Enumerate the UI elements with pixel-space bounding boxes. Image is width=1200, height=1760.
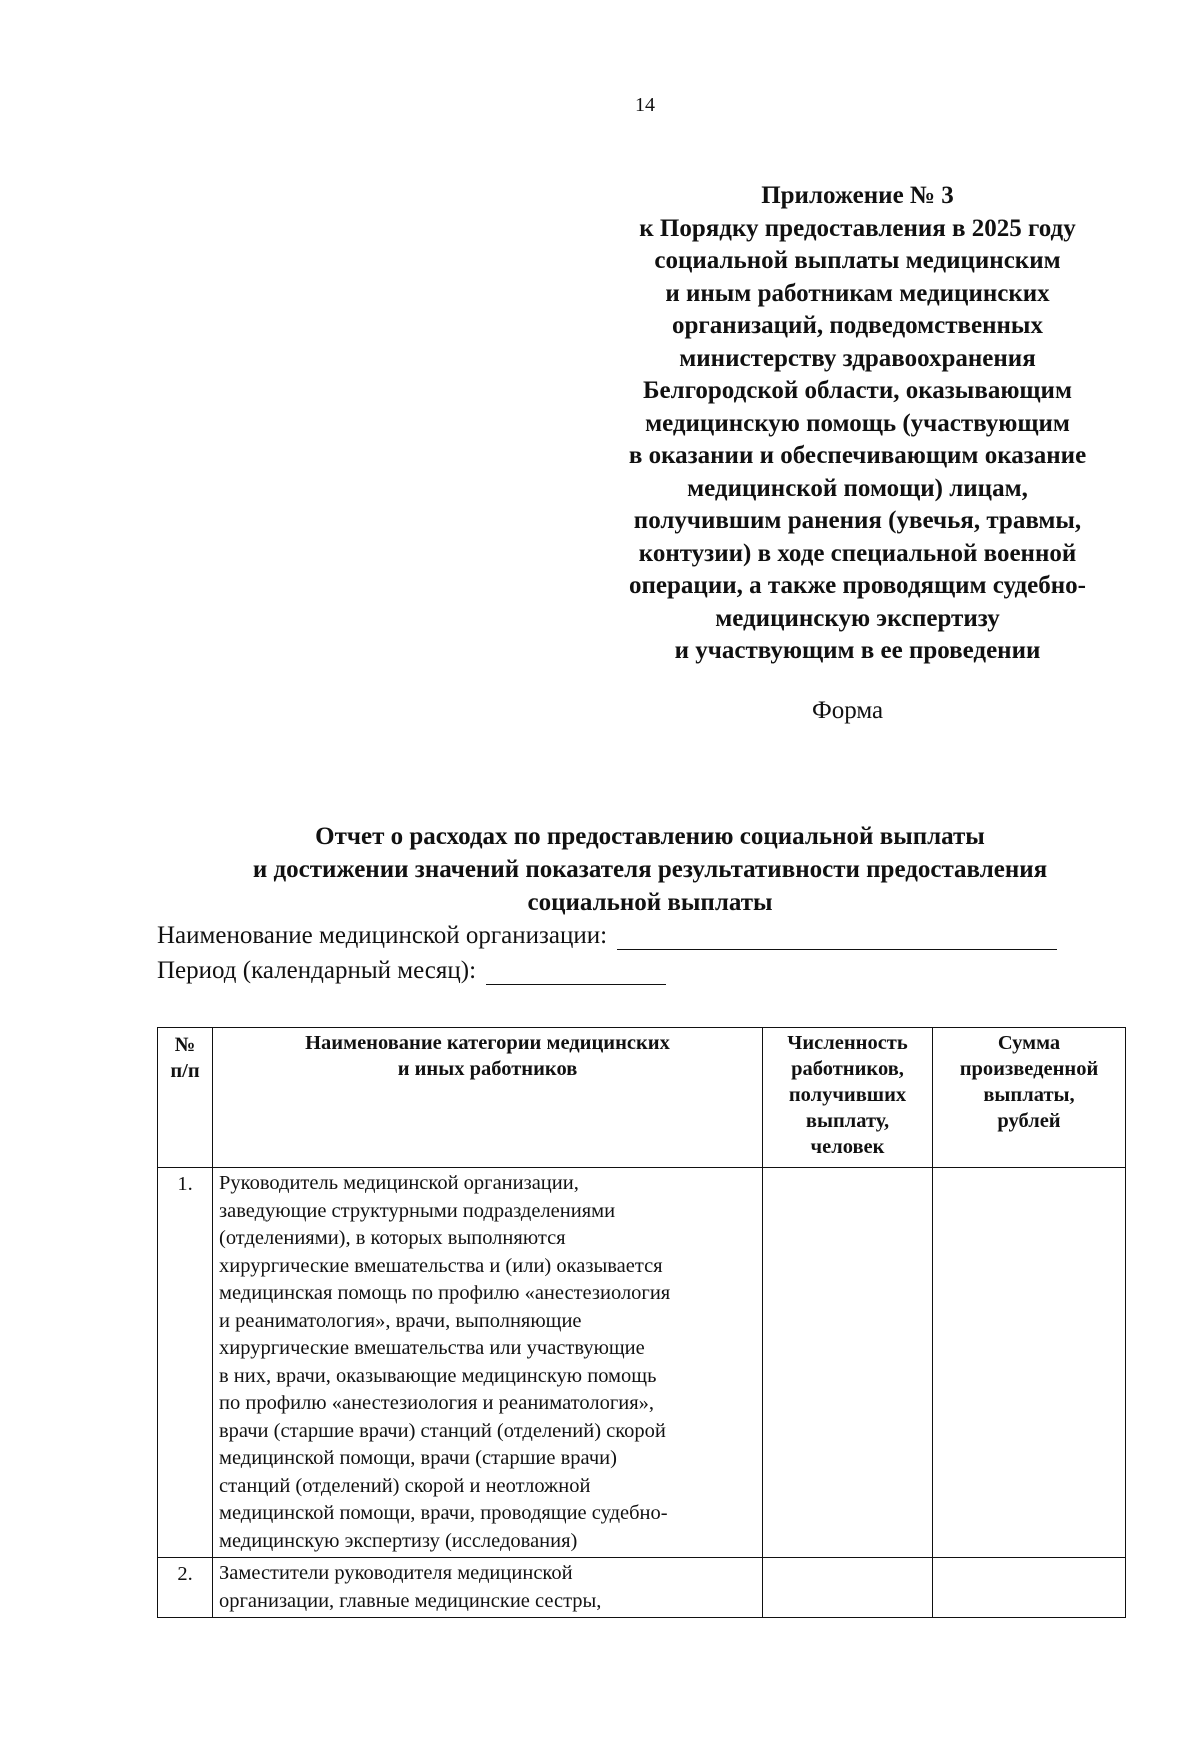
appendix-line: контузии) в ходе специальной военной <box>638 539 1077 567</box>
appendix-line: министерству здравоохранения <box>679 344 1036 372</box>
org-name-field <box>157 922 1057 950</box>
appendix-line: медицинскую экспертизу <box>715 604 1000 632</box>
appendix-line: получившим ранения (увечья, травмы, <box>633 507 1082 534</box>
appendix-line: организаций, подведомственных <box>672 312 1043 339</box>
header-number: № п/п <box>158 1028 213 1168</box>
appendix-line: и участвующим в ее проведении <box>674 637 1041 664</box>
period-blank[interactable] <box>486 958 666 985</box>
report-title <box>150 820 1150 919</box>
row-category: Руководитель медицинской организации, заведующие структурными подразделениями (отделениями), в которых выполняются хирургические вмешательства и (или) оказывается медицинская помощь по профилю «анестезиология и реаниматология», врачи, выполняющие хирургические вмешательства или участвующие в них, врачи, оказывающие медицинскую помощь по профилю «анестезиология и реаниматология», врачи (старшие врачи) станций (отделений) скорой медицинской помощи, врачи (старшие врачи) станций (отделений) скорой и неотложной медицинской помощи, врачи, проводящие судебно- медицинскую экспертизу (исследования) <box>213 1168 763 1558</box>
row-number: 1. <box>158 1168 213 1558</box>
row-amount-cell[interactable] <box>933 1558 1126 1618</box>
table-header-row <box>158 1028 1126 1168</box>
row-amount-cell[interactable] <box>933 1168 1126 1558</box>
appendix-line: Белгородской области, оказывающим <box>643 377 1072 404</box>
header-amount: Сумма произведенной выплаты, рублей <box>933 1028 1126 1168</box>
appendix-line: и иным работникам медицинских <box>665 279 1050 307</box>
period-label: Период (календарный месяц): <box>157 957 477 984</box>
report-title-line: Отчет о расходах по предоставлению социальной выплаты <box>315 823 985 850</box>
header-count: Численность работников, получивших выплату, человек <box>763 1028 933 1168</box>
appendix-line: медицинской помощи) лицам, <box>687 474 1028 502</box>
appendix-line: Приложение № 3 <box>761 182 954 209</box>
appendix-line: к Порядку предоставления в 2025 году <box>639 214 1076 242</box>
appendix-header <box>565 180 1150 668</box>
page-number: 14 <box>635 94 655 116</box>
header-category: Наименование категории медицинских и иных работников <box>213 1028 763 1168</box>
form-label: Форма <box>812 697 884 724</box>
table-row <box>158 1168 1126 1558</box>
row-number: 2. <box>158 1558 213 1618</box>
report-table <box>157 1027 1126 1618</box>
appendix-line: медицинскую помощь (участвующим <box>645 409 1070 437</box>
table-row <box>158 1558 1126 1618</box>
report-title-line: социальной выплаты <box>527 889 773 916</box>
report-title-line: и достижении значений показателя результативности предоставления <box>252 856 1048 883</box>
row-category: Заместители руководителя медицинской организации, главные медицинские сестры, <box>213 1558 763 1618</box>
org-name-blank[interactable] <box>617 923 1057 950</box>
org-name-label: Наименование медицинской организации: <box>157 922 608 949</box>
period-field <box>157 957 666 985</box>
appendix-line: операции, а также проводящим судебно- <box>629 572 1086 599</box>
row-count-cell[interactable] <box>763 1168 933 1558</box>
appendix-line: в оказании и обеспечивающим оказание <box>628 442 1087 469</box>
row-count-cell[interactable] <box>763 1558 933 1618</box>
appendix-line: социальной выплаты медицинским <box>654 247 1061 274</box>
